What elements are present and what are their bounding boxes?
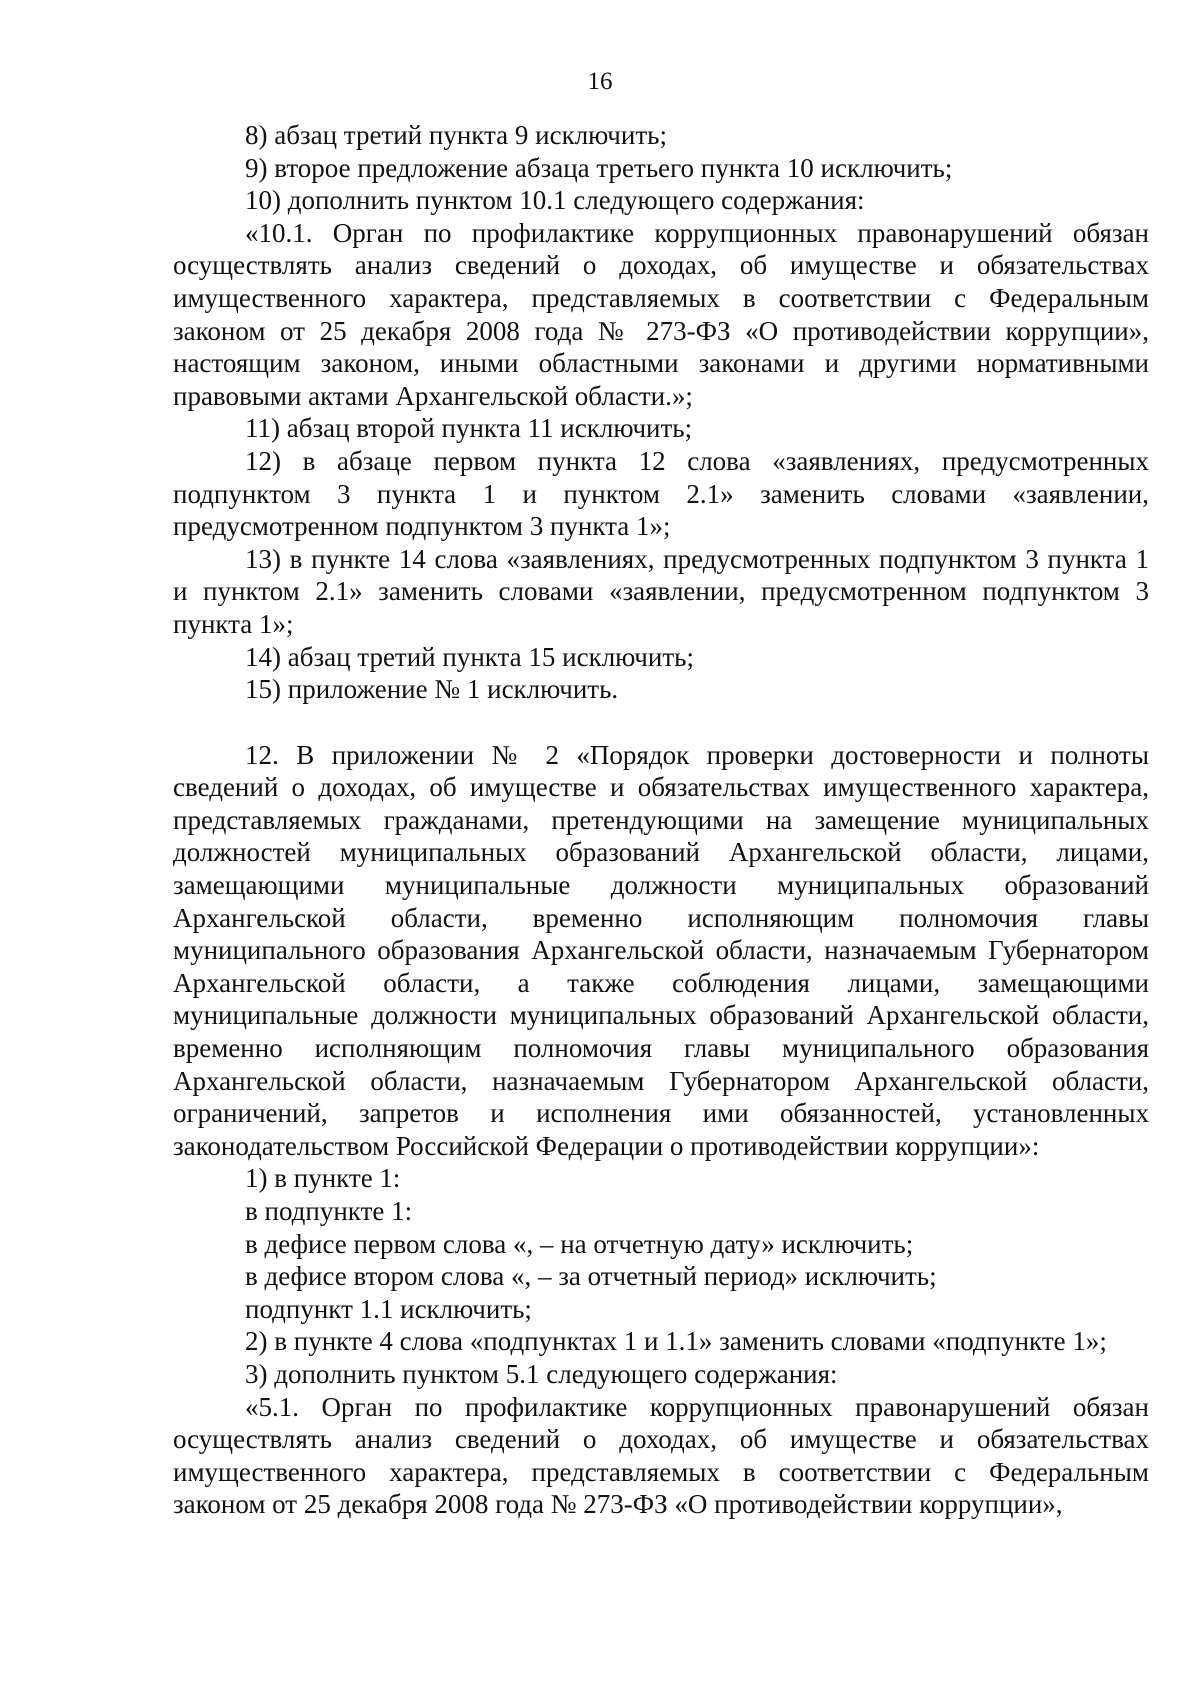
- paragraph-sub-3: 3) дополнить пунктом 5.1 следующего содержания:: [245, 1358, 838, 1389]
- paragraph-item-11: 11) абзац второй пункта 11 исключить;: [245, 413, 693, 444]
- paragraph-item-9: 9) второе предложение абзаца третьего пункта 10 исключить;: [245, 152, 953, 183]
- paragraph-sub-2: 2) в пункте 4 слова «подпунктах 1 и 1.1» заменить словами «подпункте 1»;: [245, 1326, 1107, 1357]
- paragraph-item-15: 15) приложение № 1 исключить.: [245, 674, 619, 705]
- page-number: 16: [587, 68, 613, 95]
- paragraph-dash-first: в дефисе первом слова «, – на отчетную дату» исключить;: [245, 1228, 914, 1259]
- paragraph-quote-10-1: «10.1. Орган по профилактике коррупционных правонарушений обязан осуществлять анализ сведений о доходах, об имуществе и обязательствах имущественного характера, представляемых в соответствии с Федеральным законом от 25 декабря 2008 года № 273-ФЗ «О противодействии коррупции», настоящим законом, иными областными законами и другими нормативными правовыми актами Архангельской области.»;: [173, 217, 1149, 411]
- paragraph-item-13: 13) в пункте 14 слова «заявлениях, предусмотренных подпунктом 3 пункта 1 и пунктом 2.1» заменить словами «заявлении, предусмотренном подпунктом 3 пункта 1»;: [173, 543, 1149, 639]
- paragraph-item-10: 10) дополнить пунктом 10.1 следующего содержания:: [245, 185, 865, 216]
- paragraph-item-12: 12) в абзаце первом пункта 12 слова «заявлениях, предусмотренных подпунктом 3 пункта 1 и пунктом 2.1» заменить словами «заявлении, предусмотренном подпунктом 3 пункта 1»;: [173, 445, 1149, 542]
- paragraph-subpoint-1: в подпункте 1:: [245, 1196, 413, 1226]
- paragraph-dash-second: в дефисе втором слова «, – за отчетный период» исключить;: [245, 1261, 937, 1292]
- paragraph-item-8: 8) абзац третий пункта 9 исключить;: [245, 120, 667, 150]
- paragraph-item-14: 14) абзац третий пункта 15 исключить;: [245, 641, 694, 672]
- paragraph-sub-1: 1) в пункте 1:: [245, 1163, 401, 1194]
- paragraph-quote-5-1: «5.1. Орган по профилактике коррупционных правонарушений обязан осуществлять анализ сведений о доходах, об имуществе и обязательствах имущественного характера, представляемых в соответствии с Федеральным законом от 25 декабря 2008 года № 273-ФЗ «О противодействии коррупции»,: [173, 1391, 1149, 1520]
- paragraph-section-12: 12. В приложении № 2 «Порядок проверки достоверности и полноты сведений о доходах, об имуществе и обязательствах имущественного характера, представляемых гражданами, претендующими на замещение муниципальных должностей муниципальных образований Архангельской области, лицами, замещающими муниципальные должности муниципальных образований Архангельской области, временно исполняющим полномочия главы муниципального образования Архангельской области, назначаемым Губернатором Архангельской области, а также соблюдения лицами, замещающими муниципальные должности муниципальных образований Архангельской области, временно исполняющим полномочия главы муниципального образования Архангельской области, назначаемым Губернатором Архангельской области, ограничений, запретов и исполнения ими обязанностей, установленных законодательством Российской Федерации о противодействии коррупции»:: [173, 739, 1149, 1161]
- document-body: [173, 119, 1149, 1521]
- paragraph-subpoint-1-1: подпункт 1.1 исключить;: [245, 1293, 532, 1324]
